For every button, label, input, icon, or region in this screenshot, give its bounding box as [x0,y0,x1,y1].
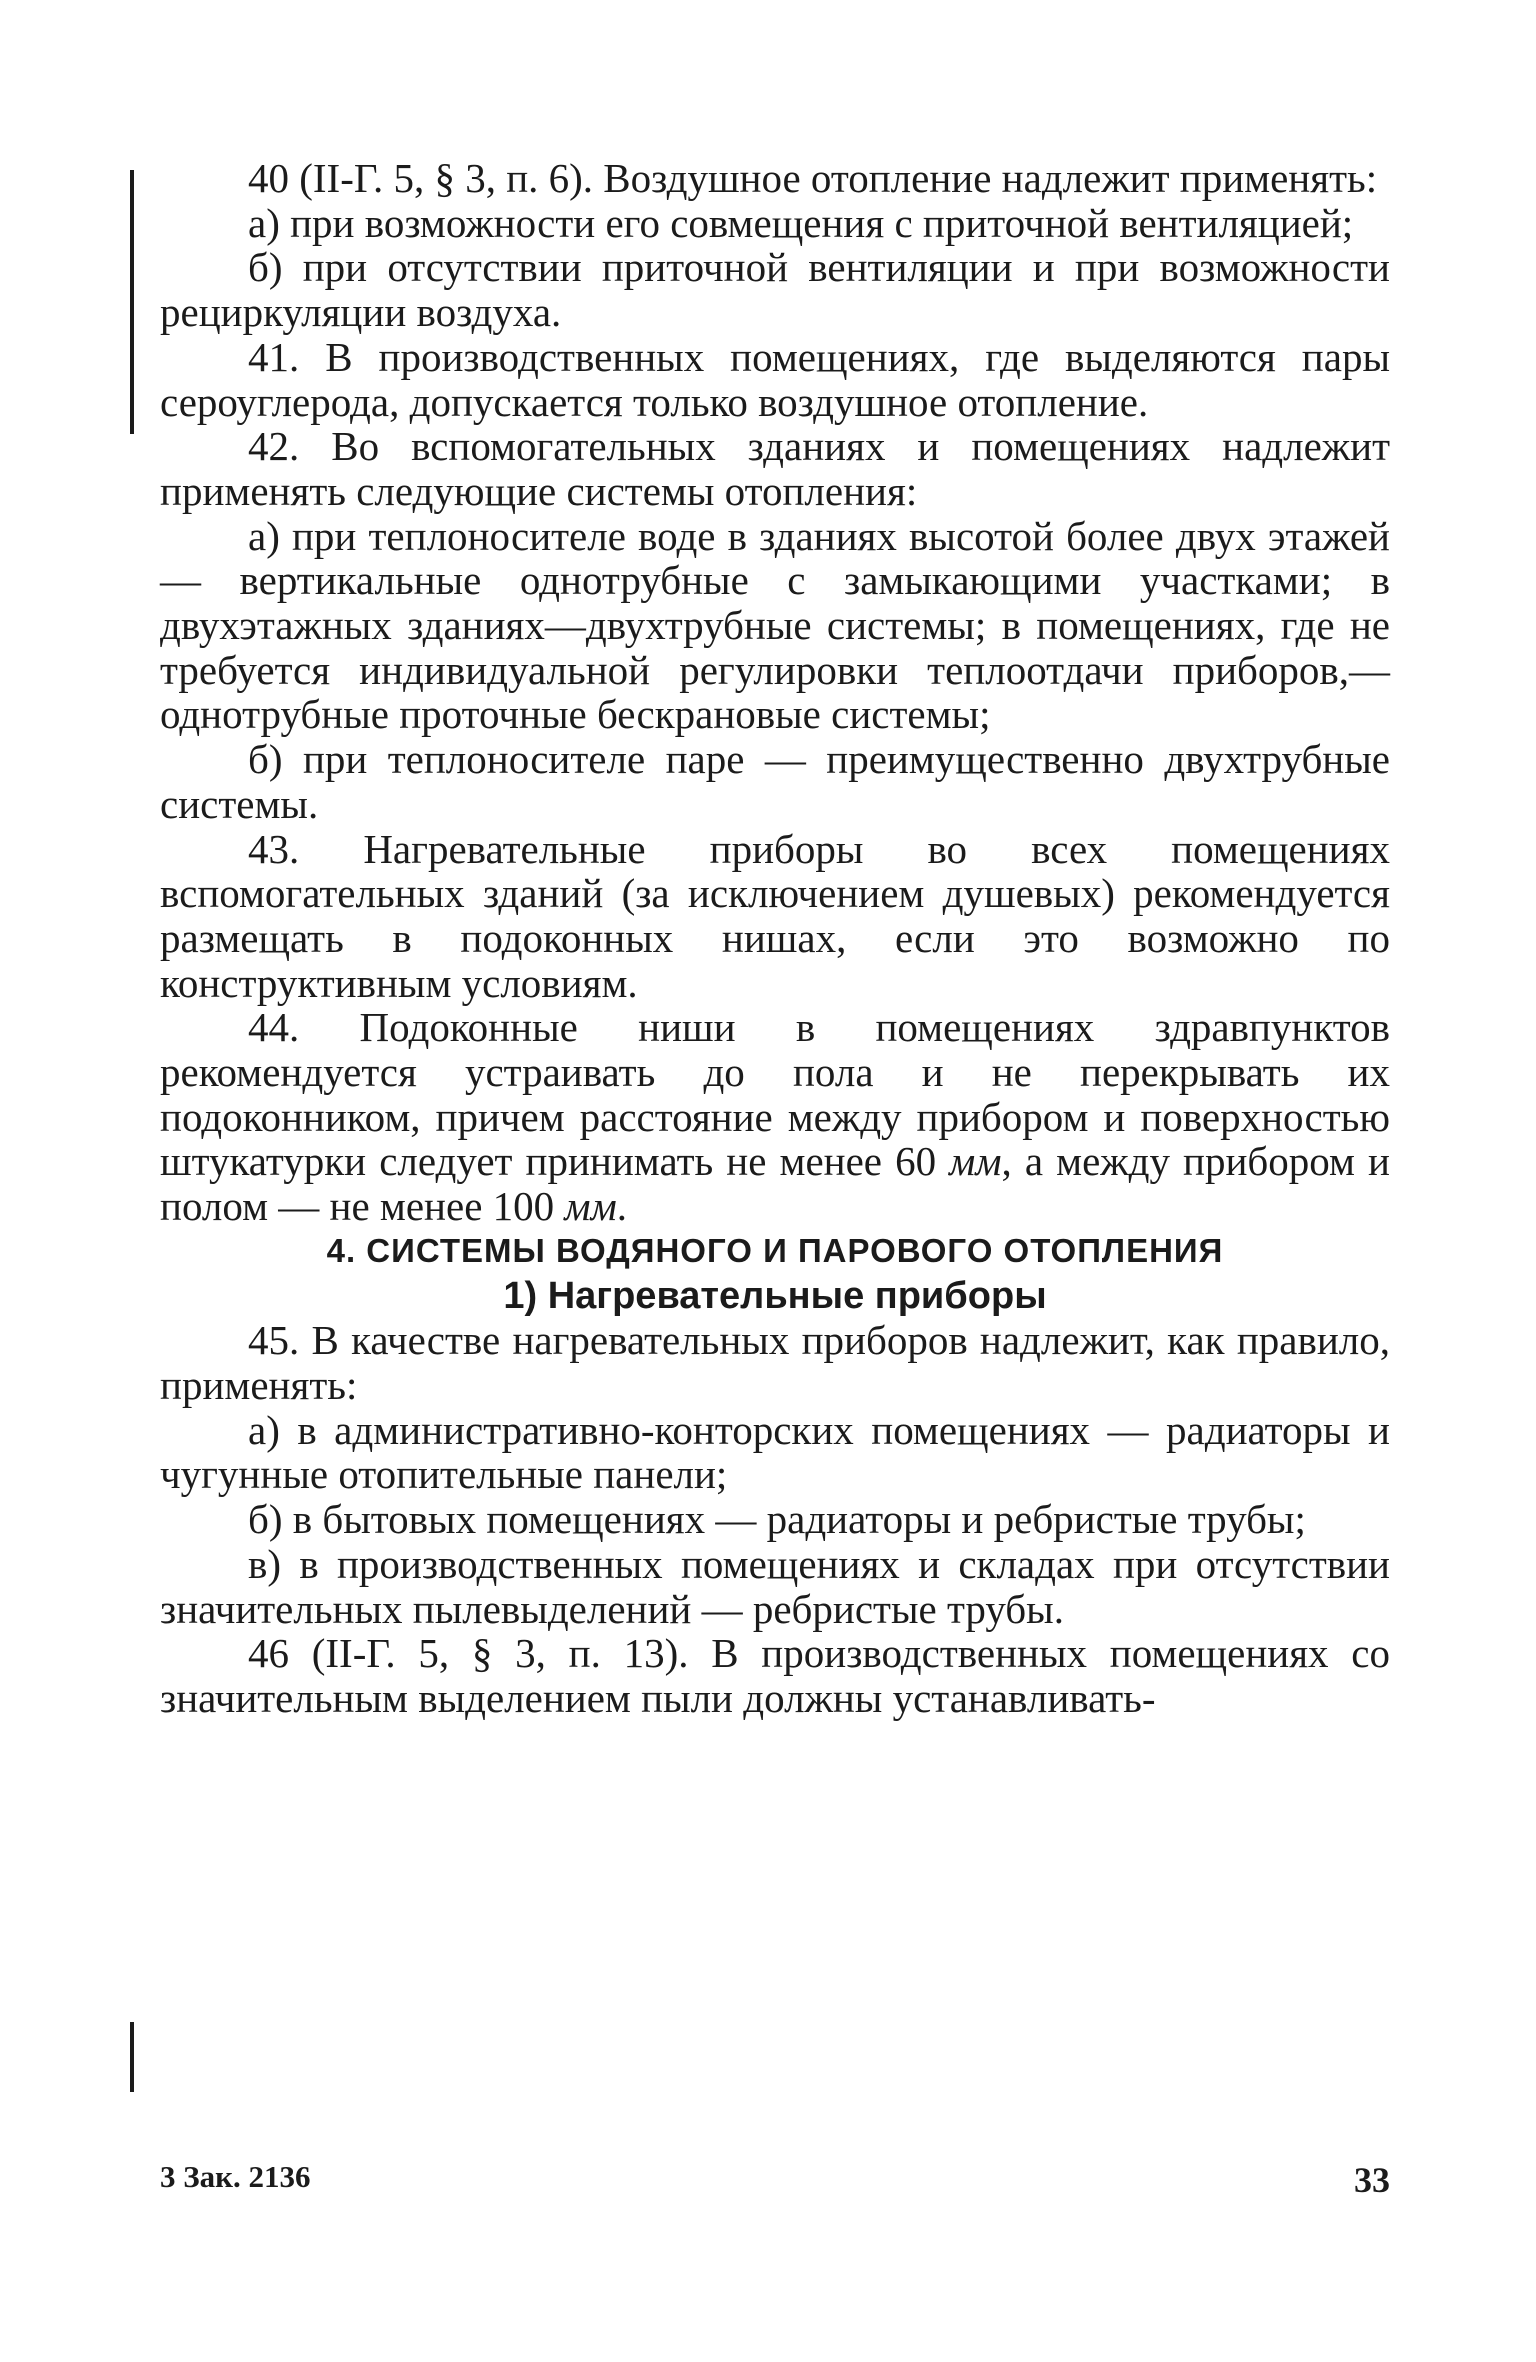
unit-mm: мм [564,1183,617,1230]
print-order-number: 3 Зак. 2136 [160,2159,311,2194]
paragraph-44-end: . [616,1183,627,1230]
paragraph-40-b: б) при отсутствии приточной вентиляции и при возможности рециркуляции воздуха. [160,244,1390,336]
paragraph-41: 41. В производственных помещениях, где выделяются пары сероуглерода, допускается только воздушное отопление. [160,333,1390,425]
margin-change-bar [130,170,134,434]
paragraph-44 [160,1005,1390,1229]
paragraph-42: 42. Во вспомогательных зданиях и помещениях надлежит применять следующие системы отопления: [160,423,1390,514]
paragraph-40: 40 (II-Г. 5, § 3, п. 6). Воздушное отопление надлежит применять: [248,155,1378,201]
paragraph-42-a: а) при теплоносителе воде в зданиях высотой более двух этажей — вертикальные однотрубные с замыкающими участками; в двухэтажных зданиях—двухтрубные системы; в помещениях, где не требуется индивидуальной регулировки теплоотдачи приборов,— однотрубные проточные бескрановые системы; [160,512,1390,738]
paragraph-43: 43. Нагревательные приборы во всех помещениях вспомогательных зданий (за исключением душевых) рекомендуется размещать в подоконных нишах, если это возможно по конструктивным условиям. [160,825,1390,1006]
paragraph-40-a: а) при возможности его совмещения с приточной вентиляцией; [248,199,1354,246]
page-number: 33 [1354,2160,1390,2200]
section-heading: 4. СИСТЕМЫ ВОДЯНОГО И ПАРОВОГО ОТОПЛЕНИЯ [326,1231,1224,1269]
paragraph-44-text: 44. Подоконные ниши в помещениях здравпунктов рекомендуется устраивать до пола и не перекрывать их подоконником, причем расстояние между прибором и поверхностью штукатурки следует принимать не менее 60 [160,1004,1390,1185]
paragraph-42-b: б) при теплоносителе паре — преимущественно двухтрубные системы. [160,736,1390,827]
paragraph-44-text: , а между прибором и полом — не менее 100 [160,1138,1390,1230]
subsection-heading: 1) Нагревательные приборы [503,1274,1047,1317]
page-footer [160,2159,1390,2199]
paragraph-46: 46 (II-Г. 5, § 3, п. 13). В производственных помещениях со значительным выделением пыли должны устанавливать- [160,1630,1390,1721]
body-text [160,156,1390,1721]
paragraph-45: 45. В качестве нагревательных приборов надлежит, как правило, применять: [160,1317,1390,1408]
paragraph-45-b: б) в бытовых помещениях — радиаторы и ребристые трубы; [248,1496,1306,1543]
paragraph-45-a: а) в административно-конторских помещениях — радиаторы и чугунные отопительные панели; [160,1406,1390,1498]
paragraph-45-c: в) в производственных помещениях и складах при отсутствии значительных пылевыделений — ребристые трубы. [160,1540,1390,1632]
unit-mm: мм [949,1138,1002,1185]
margin-change-bar [130,2022,134,2092]
